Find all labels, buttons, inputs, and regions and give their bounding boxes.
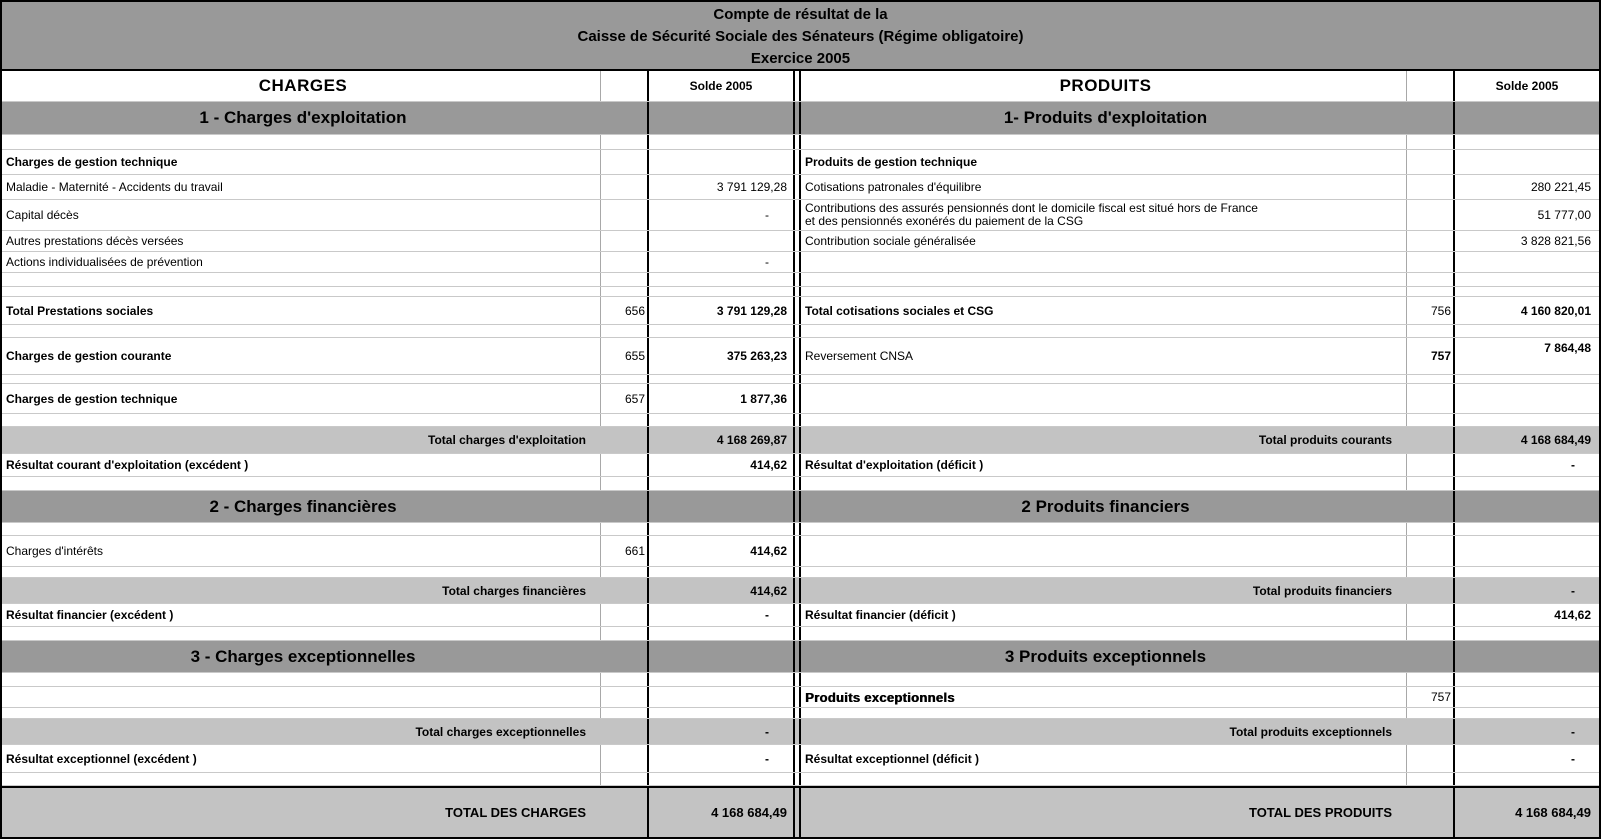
produits-value-cell — [1453, 273, 1599, 286]
charges-value-cell — [647, 273, 793, 286]
charges-account-cell — [600, 773, 647, 785]
report-title — [2, 2, 1599, 71]
charges-label-cell: Actions individualisées de prévention — [6, 255, 203, 269]
produits-value-cell — [1453, 773, 1599, 785]
produits-value-cell — [1453, 287, 1599, 296]
section-band-row — [2, 641, 1599, 673]
produits-account-cell — [1406, 673, 1453, 686]
charges-value-cell — [647, 627, 793, 640]
charges-label-cell: Total charges financières — [442, 583, 586, 598]
produits-account-cell — [1406, 414, 1453, 426]
produits-value-cell — [1453, 102, 1599, 134]
half-divider — [793, 491, 801, 522]
charges-label-cell — [2, 673, 600, 686]
half-divider — [793, 477, 801, 490]
produits-account-cell — [1406, 578, 1453, 603]
title-line-1: Compte de résultat de la — [713, 6, 888, 23]
charges-column-header: CHARGES — [258, 76, 348, 95]
charges-account-cell — [600, 687, 647, 707]
charges-value-cell — [647, 523, 793, 535]
produits-label-cell — [801, 135, 1406, 149]
charges-label-cell — [2, 477, 600, 490]
grand-total-row — [2, 786, 1599, 837]
charges-account-cell — [600, 641, 647, 672]
produits-label-cell — [801, 773, 1406, 785]
section-band-row — [2, 102, 1599, 135]
produits-account-cell — [1406, 745, 1453, 772]
charges-account-cell — [600, 325, 647, 337]
blank-row — [2, 414, 1599, 427]
produits-label-cell: 2 Produits financiers — [1021, 496, 1190, 516]
half-divider — [793, 687, 801, 707]
produits-value-cell: 414,62 — [1453, 604, 1599, 626]
charges-label-cell — [2, 773, 600, 785]
half-divider — [793, 273, 801, 286]
produits-account-cell: 757 — [1406, 338, 1453, 374]
produits-account-cell: 757 — [1406, 687, 1453, 707]
produits-label-cell — [801, 627, 1406, 640]
produits-account-cell — [1406, 604, 1453, 626]
item-row — [2, 745, 1599, 773]
produits-label-cell: Résultat d'exploitation (déficit ) — [805, 458, 984, 472]
item-row — [2, 338, 1599, 375]
produits-value-cell — [1453, 252, 1599, 272]
produits-label-cell: Produits exceptionnels — [805, 689, 955, 705]
produits-label-cell — [801, 287, 1406, 296]
blank-row — [2, 287, 1599, 297]
produits-value-cell — [1453, 687, 1599, 707]
produits-value-cell — [1453, 641, 1599, 672]
charges-account-cell — [600, 454, 647, 476]
charges-account-cell — [600, 273, 647, 286]
charges-account-cell — [600, 708, 647, 718]
charges-label-cell: 1 - Charges d'exploitation — [199, 108, 407, 127]
produits-account-cell — [1406, 567, 1453, 577]
blank-row — [2, 325, 1599, 338]
charges-value-cell: 3 791 129,28 — [647, 297, 793, 324]
produits-label-cell: 3 Produits exceptionnels — [1004, 646, 1207, 666]
charges-label-cell — [2, 567, 600, 577]
produits-label-cell: Contribution sociale généralisée — [805, 234, 976, 248]
produits-account-cell — [1406, 477, 1453, 490]
charges-account-cell — [600, 523, 647, 535]
blank-row — [2, 673, 1599, 687]
produits-label-cell — [801, 273, 1406, 286]
produits-value-cell: - — [1453, 745, 1599, 772]
half-divider — [793, 102, 801, 134]
produits-label-cell: Cotisations patronales d'équilibre — [805, 180, 982, 194]
produits-label-line-2: et des pensionnés exonérés du paiement de la CSG — [805, 214, 1084, 228]
charges-label-cell: Résultat financier (excédent ) — [6, 608, 174, 622]
produits-solde-header: Solde 2005 — [1453, 71, 1599, 101]
charges-account-cell — [600, 788, 647, 837]
charges-account-cell — [600, 578, 647, 603]
charges-label-cell — [2, 414, 600, 426]
charges-value-cell: 3 791 129,28 — [647, 175, 793, 199]
charges-label-cell — [2, 273, 600, 286]
half-divider — [793, 788, 801, 837]
charges-value-cell: 4 168 269,87 — [647, 427, 793, 453]
half-divider — [793, 375, 801, 383]
charges-label-cell: Charges de gestion technique — [6, 155, 178, 169]
produits-label-cell: Total produits exceptionnels — [1229, 724, 1392, 739]
produits-value-cell: 7 864,48 — [1453, 338, 1599, 374]
half-divider — [793, 745, 801, 772]
produits-account-cell — [1406, 273, 1453, 286]
produits-account-cell — [1406, 641, 1453, 672]
charges-value-cell — [647, 325, 793, 337]
half-divider — [793, 604, 801, 626]
produits-value-cell: 280 221,45 — [1453, 175, 1599, 199]
half-divider — [793, 150, 801, 174]
blank-row — [2, 477, 1599, 491]
produits-value-cell — [1453, 536, 1599, 566]
column-header-row — [2, 71, 1599, 102]
produits-value-cell — [1453, 567, 1599, 577]
produits-label-cell: Résultat financier (déficit ) — [805, 608, 956, 622]
charges-value-cell — [647, 135, 793, 149]
produits-value-cell — [1453, 150, 1599, 174]
produits-label-cell — [801, 252, 1406, 272]
charges-label-cell — [2, 687, 600, 707]
charges-label-cell — [2, 708, 600, 718]
blank-row — [2, 273, 1599, 287]
half-divider — [793, 231, 801, 251]
produits-value-cell: - — [1453, 578, 1599, 603]
charges-account-cell — [600, 745, 647, 772]
charges-account-cell — [600, 477, 647, 490]
half-divider — [793, 641, 801, 672]
charges-account-cell — [600, 175, 647, 199]
item-row — [2, 384, 1599, 414]
produits-account-cell — [1406, 287, 1453, 296]
produits-label-cell — [801, 200, 1406, 230]
produits-account-cell — [1406, 491, 1453, 522]
charges-label-cell — [2, 135, 600, 149]
charges-account-cell: 656 — [600, 297, 647, 324]
half-divider — [793, 567, 801, 577]
charges-account-cell — [600, 231, 647, 251]
charges-account-cell — [600, 427, 647, 453]
produits-label-cell — [801, 567, 1406, 577]
charges-value-cell — [647, 641, 793, 672]
charges-label-cell: Autres prestations décès versées — [6, 234, 184, 248]
half-divider — [793, 719, 801, 744]
charges-value-cell — [647, 708, 793, 718]
produits-label-line-1: Contributions des assurés pensionnés dont le domicile fiscal est situé hors de France — [805, 201, 1258, 215]
item-row — [2, 252, 1599, 273]
produits-label-cell — [801, 523, 1406, 535]
charges-label-cell: Total charges d'exploitation — [428, 433, 586, 447]
produits-label-cell — [801, 477, 1406, 490]
charges-account-cell — [600, 673, 647, 686]
blank-row — [2, 708, 1599, 719]
produits-value-cell: - — [1453, 719, 1599, 744]
charges-account-cell — [600, 252, 647, 272]
produits-value-cell: 4 160 820,01 — [1453, 297, 1599, 324]
produits-value-cell: - — [1453, 454, 1599, 476]
produits-account-cell — [1406, 135, 1453, 149]
blank-row — [2, 567, 1599, 578]
charges-account-cell: 661 — [600, 536, 647, 566]
half-divider — [793, 384, 801, 413]
produits-account-cell — [1406, 231, 1453, 251]
item-row — [2, 231, 1599, 252]
charges-account-cell — [600, 627, 647, 640]
charges-value-cell — [647, 567, 793, 577]
charges-label-cell: Charges d'intérêts — [6, 544, 104, 558]
charges-solde-header: Solde 2005 — [647, 71, 793, 101]
produits-account-cell — [1406, 252, 1453, 272]
produits-value-cell — [1453, 708, 1599, 718]
charges-account-cell — [600, 150, 647, 174]
charges-label-cell: Charges de gestion technique — [6, 391, 178, 406]
total-row — [2, 427, 1599, 454]
half-divider — [793, 297, 801, 324]
charges-label-cell: Charges de gestion courante — [6, 349, 172, 363]
half-divider — [793, 708, 801, 718]
blank-row — [2, 773, 1599, 786]
produits-account-cell — [1406, 523, 1453, 535]
produits-account-cell — [1406, 708, 1453, 718]
charges-account-cell — [600, 135, 647, 149]
charges-label-cell — [2, 627, 600, 640]
produits-value-cell — [1453, 325, 1599, 337]
produits-label-cell: Total cotisations sociales et CSG — [805, 303, 994, 318]
produits-value-cell: 3 828 821,56 — [1453, 231, 1599, 251]
produits-account-cell — [1406, 384, 1453, 413]
produits-value-cell — [1453, 384, 1599, 413]
charges-value-cell — [647, 687, 793, 707]
charges-value-cell: 1 877,36 — [647, 384, 793, 413]
half-divider — [793, 175, 801, 199]
charges-value-cell: 375 263,23 — [647, 338, 793, 374]
produits-value-cell — [1453, 477, 1599, 490]
produits-label-cell: Reversement CNSA — [805, 349, 914, 363]
produits-account-cell — [1406, 454, 1453, 476]
charges-value-cell: - — [647, 745, 793, 772]
half-divider — [793, 773, 801, 785]
charges-label-cell — [2, 375, 600, 383]
charges-label-cell: Total Prestations sociales — [6, 303, 154, 318]
half-divider — [793, 135, 801, 149]
charges-label-cell: Résultat exceptionnel (excédent ) — [6, 751, 197, 766]
charges-label-cell: Capital décès — [6, 208, 79, 222]
produits-label-cell: Total produits financiers — [1252, 583, 1392, 598]
charges-account-cell: 657 — [600, 384, 647, 413]
title-line-3: Exercice 2005 — [750, 50, 851, 67]
half-divider — [793, 536, 801, 566]
produits-column-header: PRODUITS — [1059, 76, 1152, 95]
produits-account-header — [1406, 71, 1453, 101]
charges-value-cell: - — [647, 604, 793, 626]
produits-value-cell — [1453, 375, 1599, 383]
charges-value-cell: 414,62 — [647, 578, 793, 603]
produits-account-cell — [1406, 536, 1453, 566]
produits-account-cell — [1406, 788, 1453, 837]
half-divider — [793, 287, 801, 296]
charges-value-cell — [647, 773, 793, 785]
title-line-2: Caisse de Sécurité Sociale des Sénateurs (Régime obligatoire) — [577, 28, 1024, 45]
charges-label-cell — [2, 523, 600, 535]
produits-value-cell — [1453, 491, 1599, 522]
produits-account-cell — [1406, 773, 1453, 785]
half-divider — [793, 627, 801, 640]
charges-label-cell — [2, 287, 600, 296]
produits-account-cell — [1406, 325, 1453, 337]
item-row — [2, 604, 1599, 627]
produits-account-cell — [1406, 175, 1453, 199]
charges-account-cell — [600, 200, 647, 230]
half-divider — [793, 414, 801, 426]
item-row — [2, 687, 1599, 708]
total-row — [2, 578, 1599, 604]
blank-row — [2, 627, 1599, 641]
charges-value-cell: - — [647, 252, 793, 272]
produits-label-cell: TOTAL DES PRODUITS — [1248, 805, 1392, 820]
produits-label-cell: Produits de gestion technique — [805, 155, 978, 169]
charges-value-cell — [647, 477, 793, 490]
charges-label-cell: Total charges exceptionnelles — [415, 724, 586, 739]
charges-account-header — [600, 71, 647, 101]
charges-value-cell — [647, 414, 793, 426]
blank-row — [2, 523, 1599, 536]
half-divider — [793, 523, 801, 535]
charges-account-cell — [600, 102, 647, 134]
total-row — [2, 719, 1599, 745]
charges-value-cell: 4 168 684,49 — [647, 788, 793, 837]
charges-value-cell: - — [647, 719, 793, 744]
item-row — [2, 200, 1599, 231]
produits-account-cell — [1406, 102, 1453, 134]
charges-value-cell — [647, 231, 793, 251]
produits-account-cell — [1406, 200, 1453, 230]
produits-label-cell — [801, 673, 1406, 686]
charges-label-cell: Maladie - Maternité - Accidents du travail — [6, 180, 223, 194]
charges-account-cell — [600, 414, 647, 426]
half-divider — [793, 252, 801, 272]
charges-account-cell — [600, 567, 647, 577]
charges-label-cell: Résultat courant d'exploitation (excédent ) — [6, 458, 249, 472]
half-divider — [793, 427, 801, 453]
item-row — [2, 536, 1599, 567]
produits-value-cell: 4 168 684,49 — [1453, 788, 1599, 837]
produits-label-cell: Résultat exceptionnel (déficit ) — [805, 751, 980, 766]
half-divider — [793, 71, 801, 101]
charges-label-cell: TOTAL DES CHARGES — [445, 805, 586, 820]
charges-account-cell — [600, 491, 647, 522]
produits-value-cell: 4 168 684,49 — [1453, 427, 1599, 453]
charges-value-cell — [647, 150, 793, 174]
half-divider — [793, 673, 801, 686]
charges-account-cell — [600, 287, 647, 296]
charges-label-cell: 3 - Charges exceptionnelles — [190, 646, 416, 666]
item-row — [2, 454, 1599, 477]
charges-value-cell: 414,62 — [647, 454, 793, 476]
produits-account-cell — [1406, 427, 1453, 453]
half-divider — [793, 338, 801, 374]
produits-value-cell — [1453, 523, 1599, 535]
produits-value-cell — [1453, 414, 1599, 426]
half-divider — [793, 325, 801, 337]
charges-value-cell — [647, 375, 793, 383]
produits-label-cell: Total produits courants — [1258, 433, 1392, 447]
charges-label-cell: 2 - Charges financières — [209, 496, 397, 516]
charges-value-cell — [647, 287, 793, 296]
charges-value-cell — [647, 102, 793, 134]
produits-label-cell — [801, 375, 1406, 383]
produits-value-cell — [1453, 135, 1599, 149]
charges-value-cell: - — [647, 200, 793, 230]
produits-value-cell: 51 777,00 — [1453, 200, 1599, 230]
charges-value-cell: 414,62 — [647, 536, 793, 566]
produits-value-cell — [1453, 673, 1599, 686]
blank-row — [2, 375, 1599, 384]
produits-account-cell — [1406, 150, 1453, 174]
charges-value-cell — [647, 673, 793, 686]
produits-label-cell — [801, 325, 1406, 337]
produits-label-cell — [801, 384, 1406, 413]
item-row — [2, 150, 1599, 175]
produits-account-cell — [1406, 719, 1453, 744]
produits-account-cell — [1406, 375, 1453, 383]
charges-account-cell — [600, 375, 647, 383]
produits-account-cell: 756 — [1406, 297, 1453, 324]
produits-label-cell — [801, 708, 1406, 718]
produits-value-cell — [1453, 627, 1599, 640]
produits-label-lines — [805, 202, 1258, 228]
table-body — [2, 102, 1599, 837]
half-divider — [793, 200, 801, 230]
produits-account-cell — [1406, 627, 1453, 640]
produits-label-cell: 1- Produits d'exploitation — [1003, 108, 1208, 127]
produits-label-cell — [801, 414, 1406, 426]
item-row — [2, 297, 1599, 325]
charges-account-cell — [600, 719, 647, 744]
produits-label-cell — [801, 536, 1406, 566]
charges-account-cell: 655 — [600, 338, 647, 374]
blank-row — [2, 135, 1599, 150]
section-band-row — [2, 491, 1599, 523]
item-row — [2, 175, 1599, 200]
charges-value-cell — [647, 491, 793, 522]
charges-account-cell — [600, 604, 647, 626]
half-divider — [793, 578, 801, 603]
half-divider — [793, 454, 801, 476]
charges-label-cell — [2, 325, 600, 337]
